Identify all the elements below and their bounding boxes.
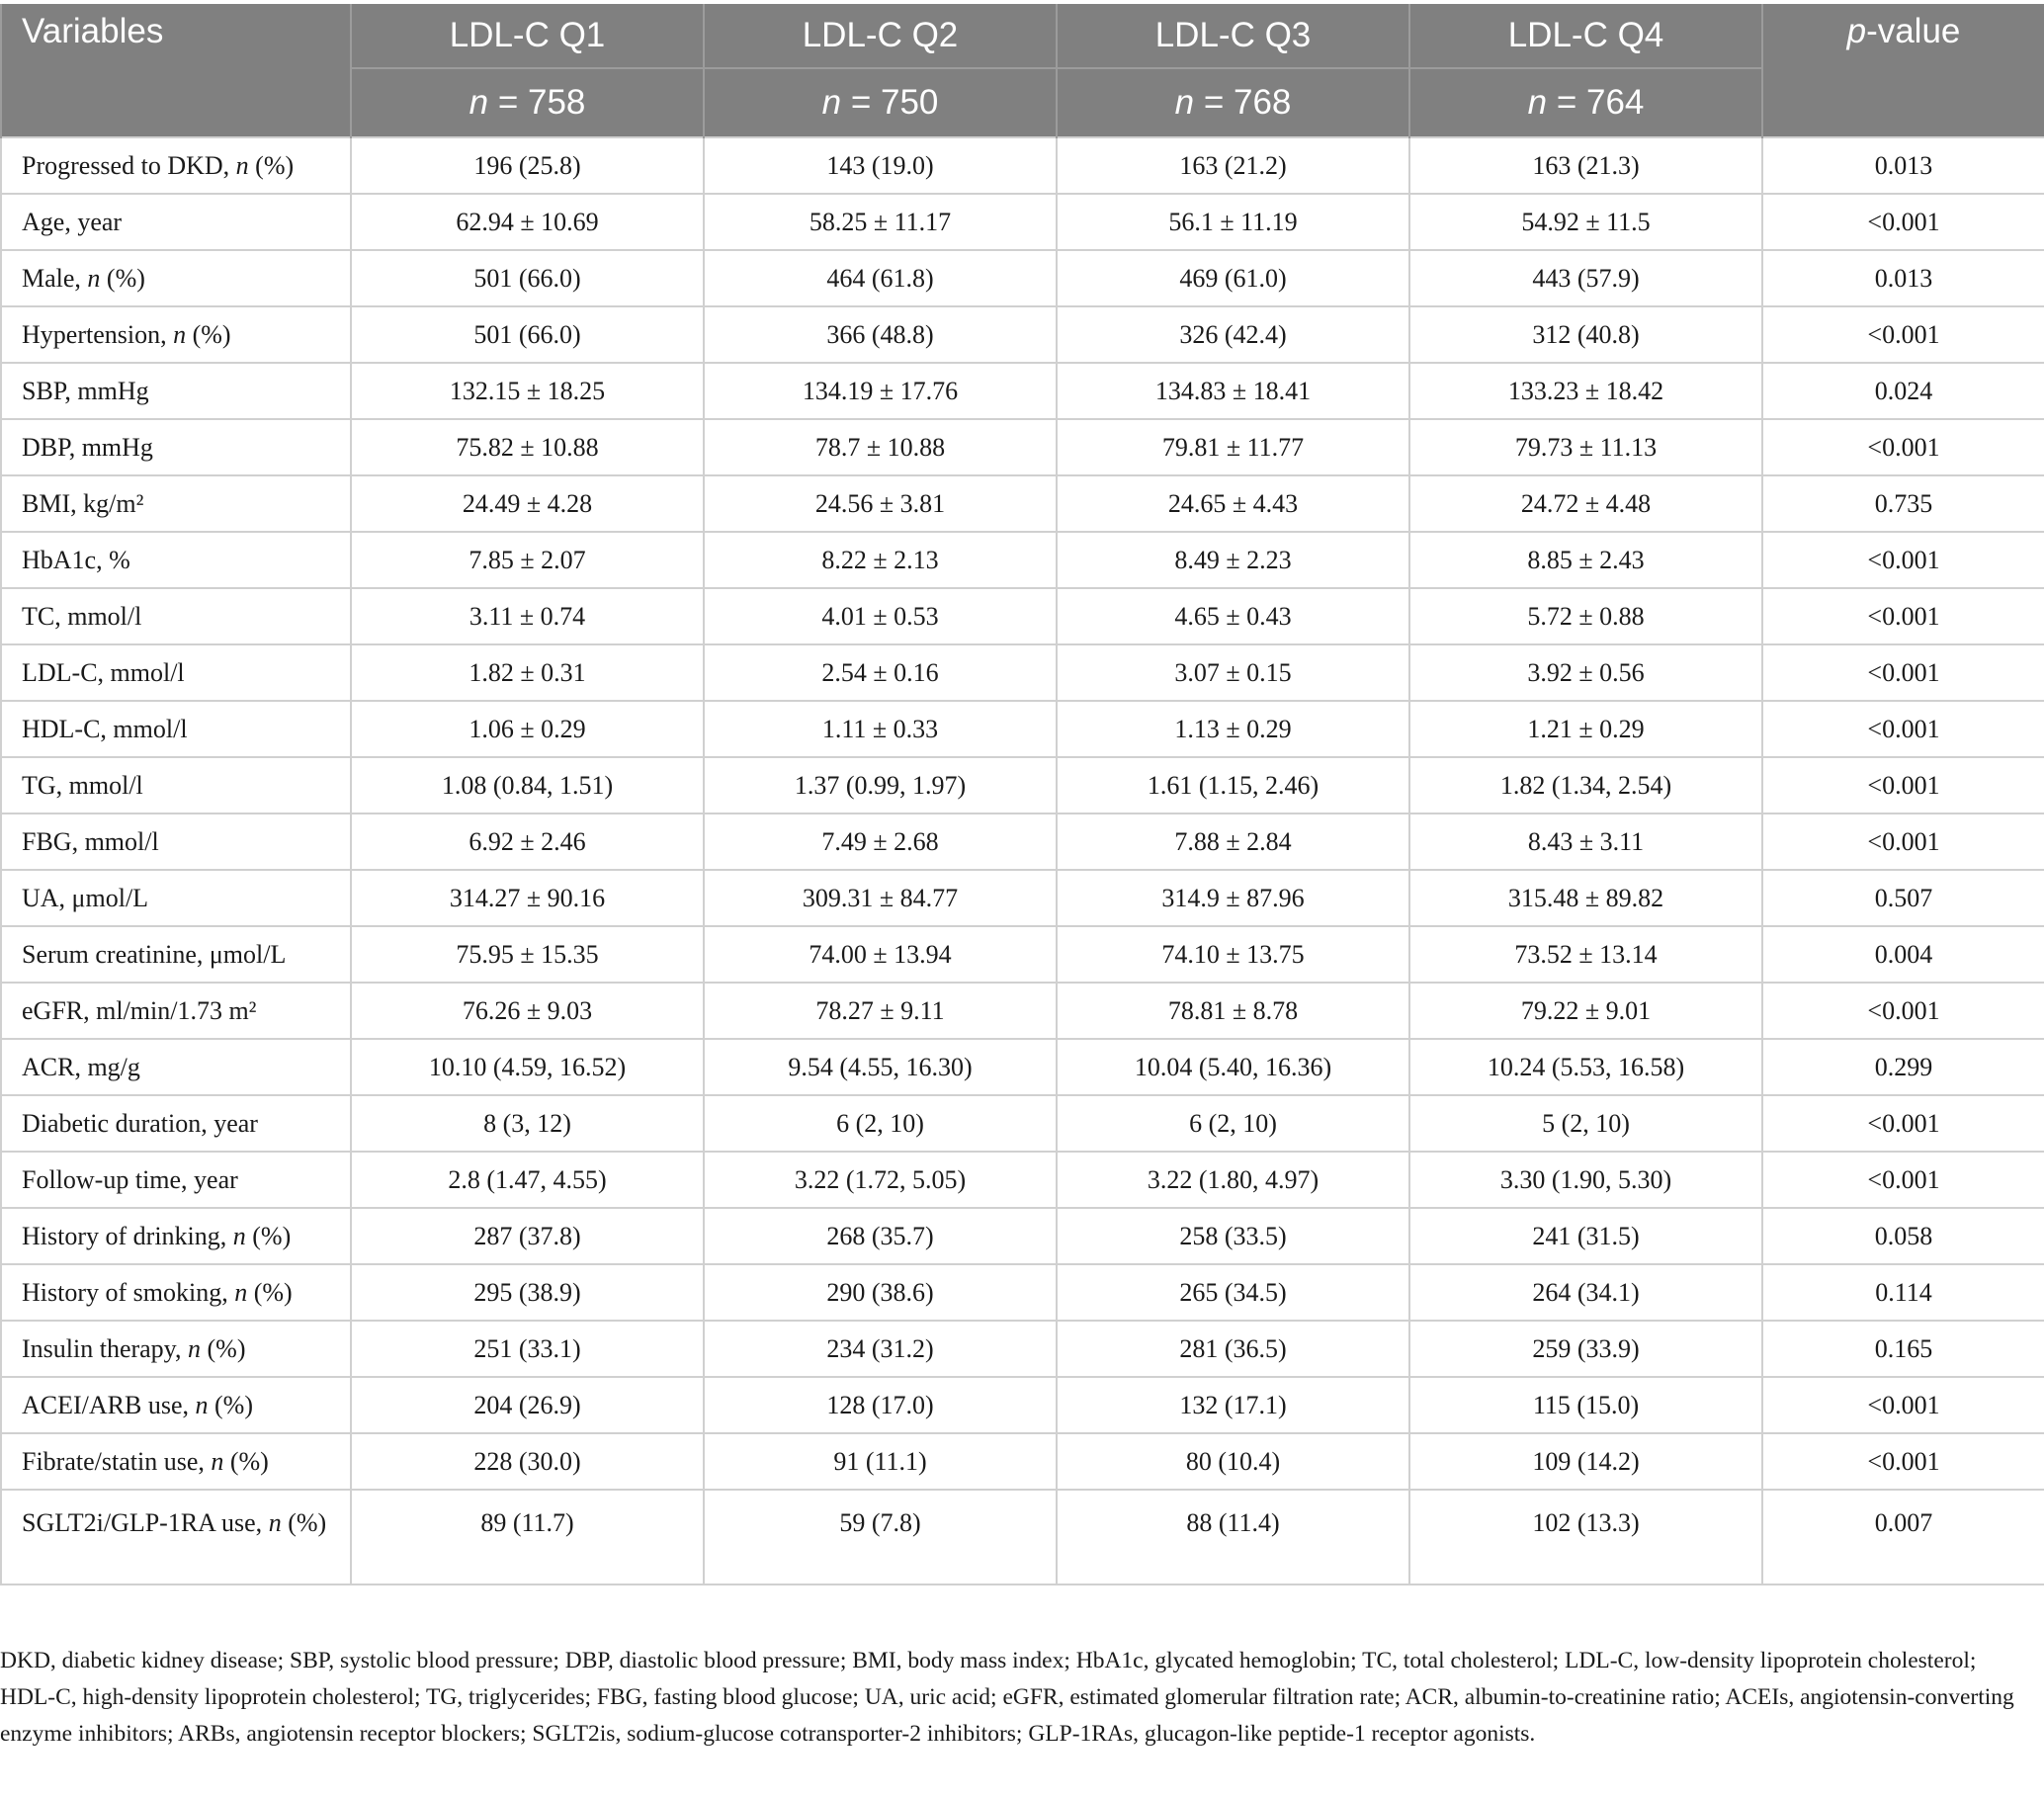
cell-pvalue: <0.001 [1762,701,2044,757]
cell-q1: 501 (66.0) [351,250,704,306]
header-group-q1: LDL-C Q1 [351,4,704,68]
header-n-value: = 750 [850,83,939,122]
table-row [1,1433,2044,1490]
cell-q3: 314.9 ± 87.96 [1057,870,1409,926]
table-row [1,870,2044,926]
cell-q2: 1.37 (0.99, 1.97) [704,757,1057,814]
cell-q4: 3.30 (1.90, 5.30) [1409,1152,1762,1208]
row-label-text: ACEI/ARB use, [22,1390,196,1419]
header-pvalue-p: p [1846,12,1867,50]
row-label [1,588,351,644]
cell-q3: 132 (17.1) [1057,1377,1409,1433]
table-row [1,250,2044,306]
row-label [1,1321,351,1377]
row-label [1,137,351,194]
cell-q3: 4.65 ± 0.43 [1057,588,1409,644]
table-body [1,137,2044,1585]
cell-q1: 314.27 ± 90.16 [351,870,704,926]
cell-pvalue: 0.013 [1762,250,2044,306]
header-n-value: = 764 [1556,83,1645,122]
cell-pvalue: 0.024 [1762,363,2044,419]
row-label-text: History of drinking, [22,1221,233,1250]
table-row [1,194,2044,250]
cell-q1: 295 (38.9) [351,1264,704,1321]
cell-q4: 163 (21.3) [1409,137,1762,194]
cell-q1: 204 (26.9) [351,1377,704,1433]
table-header [1,4,2044,137]
row-label-suffix: (%) [281,1508,327,1537]
row-label [1,250,351,306]
cell-q3: 74.10 ± 13.75 [1057,926,1409,983]
table-row [1,1208,2044,1264]
table-row [1,306,2044,363]
row-label-text: HDL-C, mmol/l [22,714,188,743]
row-label-n-symbol: n [195,1390,209,1419]
table-row [1,532,2044,588]
cell-q2: 3.22 (1.72, 5.05) [704,1152,1057,1208]
header-n-value: = 758 [497,83,586,122]
row-label [1,814,351,870]
row-label-suffix: (%) [245,1221,292,1250]
row-label-text: TC, mmol/l [22,601,142,631]
row-label-n-symbol: n [211,1446,224,1476]
cell-q3: 79.81 ± 11.77 [1057,419,1409,475]
row-label [1,194,351,250]
table-footnote: DKD, diabetic kidney disease; SBP, systolic blood pressure; DBP, diastolic blood pressure; BMI, body mass index; HbA1c, glycated hemoglobin; TC, total cholesterol; LDL-C, low-density lipoprotein cholesterol; HDL-C, high-density lipoprotein cholesterol; TG, triglycerides; FBG, fasting blood glucose; UA, uric acid; eGFR, estimated glomerular filtration rate; ACR, albumin-to-creatinine ratio; ACEIs, angiotensin-converting enzyme inhibitors; ARBs, angiotensin receptor blockers; SGLT2is, sodium-glucose cotransporter-2 inhibitors; GLP-1RAs, glucagon-like peptide-1 receptor agonists. [0,1648,2014,1747]
cell-pvalue: 0.058 [1762,1208,2044,1264]
cell-q1: 89 (11.7) [351,1490,704,1585]
cell-q4: 79.73 ± 11.13 [1409,419,1762,475]
cell-pvalue: <0.001 [1762,814,2044,870]
cell-q2: 143 (19.0) [704,137,1057,194]
cell-pvalue: <0.001 [1762,306,2044,363]
cell-pvalue: <0.001 [1762,644,2044,701]
cell-q2: 4.01 ± 0.53 [704,588,1057,644]
cell-q2: 234 (31.2) [704,1321,1057,1377]
header-n-q2 [704,68,1057,137]
cell-q3: 3.07 ± 0.15 [1057,644,1409,701]
table-row [1,475,2044,532]
row-label-suffix: (%) [248,150,295,180]
cell-q1: 1.82 ± 0.31 [351,644,704,701]
cell-q2: 2.54 ± 0.16 [704,644,1057,701]
cell-q4: 5.72 ± 0.88 [1409,588,1762,644]
cell-q1: 24.49 ± 4.28 [351,475,704,532]
cell-q2: 58.25 ± 11.17 [704,194,1057,250]
cell-q1: 501 (66.0) [351,306,704,363]
cell-q1: 1.08 (0.84, 1.51) [351,757,704,814]
cell-q4: 3.92 ± 0.56 [1409,644,1762,701]
cell-pvalue: 0.007 [1762,1490,2044,1585]
cell-q2: 6 (2, 10) [704,1095,1057,1152]
cell-q2: 9.54 (4.55, 16.30) [704,1039,1057,1095]
header-pvalue [1762,4,2044,137]
cell-pvalue: 0.299 [1762,1039,2044,1095]
table-row [1,588,2044,644]
row-label-text: Follow-up time, year [22,1164,238,1194]
cell-q4: 241 (31.5) [1409,1208,1762,1264]
cell-q2: 268 (35.7) [704,1208,1057,1264]
cell-pvalue: <0.001 [1762,588,2044,644]
cell-pvalue: 0.735 [1762,475,2044,532]
cell-q4: 79.22 ± 9.01 [1409,983,1762,1039]
cell-q2: 59 (7.8) [704,1490,1057,1585]
cell-pvalue: <0.001 [1762,1095,2044,1152]
cell-q3: 3.22 (1.80, 4.97) [1057,1152,1409,1208]
cell-q1: 3.11 ± 0.74 [351,588,704,644]
cell-q3: 6 (2, 10) [1057,1095,1409,1152]
row-label-n-symbol: n [188,1333,201,1363]
cell-q3: 281 (36.5) [1057,1321,1409,1377]
cell-q3: 56.1 ± 11.19 [1057,194,1409,250]
cell-q4: 312 (40.8) [1409,306,1762,363]
table-row [1,419,2044,475]
baseline-characteristics-table [0,4,2044,1585]
cell-q3: 78.81 ± 8.78 [1057,983,1409,1039]
row-label-text: Progressed to DKD, [22,150,236,180]
cell-q1: 75.82 ± 10.88 [351,419,704,475]
row-label [1,1433,351,1490]
row-label-text: FBG, mmol/l [22,826,159,856]
row-label-text: SBP, mmHg [22,376,149,405]
row-label [1,983,351,1039]
table-row [1,137,2044,194]
row-label-text: ACR, mg/g [22,1052,140,1081]
cell-q3: 163 (21.2) [1057,137,1409,194]
row-label [1,475,351,532]
cell-q1: 75.95 ± 15.35 [351,926,704,983]
cell-q3: 10.04 (5.40, 16.36) [1057,1039,1409,1095]
row-label [1,306,351,363]
cell-q4: 259 (33.9) [1409,1321,1762,1377]
cell-q2: 134.19 ± 17.76 [704,363,1057,419]
cell-q1: 8 (3, 12) [351,1095,704,1152]
row-label [1,532,351,588]
row-label-n-symbol: n [173,319,187,349]
cell-q1: 228 (30.0) [351,1433,704,1490]
cell-pvalue: <0.001 [1762,757,2044,814]
header-n-q1 [351,68,704,137]
row-label-n-symbol: n [87,263,101,293]
table-row [1,1152,2044,1208]
cell-q3: 1.13 ± 0.29 [1057,701,1409,757]
row-label-suffix: (%) [247,1277,293,1307]
cell-q2: 366 (48.8) [704,306,1057,363]
cell-q2: 24.56 ± 3.81 [704,475,1057,532]
cell-q2: 74.00 ± 13.94 [704,926,1057,983]
cell-q2: 78.7 ± 10.88 [704,419,1057,475]
row-label [1,1264,351,1321]
cell-pvalue: <0.001 [1762,1152,2044,1208]
row-label-text: HbA1c, % [22,545,130,574]
row-label-suffix: (%) [223,1446,269,1476]
row-label-n-symbol: n [232,1221,246,1250]
row-label-text: Diabetic duration, year [22,1108,258,1138]
cell-q1: 62.94 ± 10.69 [351,194,704,250]
row-label-text: LDL-C, mmol/l [22,657,185,687]
header-row-groups [1,4,2044,68]
cell-q3: 24.65 ± 4.43 [1057,475,1409,532]
cell-q4: 315.48 ± 89.82 [1409,870,1762,926]
row-label [1,701,351,757]
row-label-text: TG, mmol/l [22,770,143,800]
row-label-suffix: (%) [208,1390,253,1419]
table-row [1,983,2044,1039]
cell-q2: 7.49 ± 2.68 [704,814,1057,870]
row-label [1,757,351,814]
table-row [1,644,2044,701]
table-row [1,1264,2044,1321]
cell-q3: 265 (34.5) [1057,1264,1409,1321]
cell-q1: 76.26 ± 9.03 [351,983,704,1039]
cell-q1: 2.8 (1.47, 4.55) [351,1152,704,1208]
header-n-symbol: n [821,83,842,122]
cell-q3: 8.49 ± 2.23 [1057,532,1409,588]
cell-q3: 134.83 ± 18.41 [1057,363,1409,419]
cell-pvalue: <0.001 [1762,983,2044,1039]
header-pvalue-rest: -value [1866,12,1961,50]
row-label-suffix: (%) [201,1333,246,1363]
cell-q1: 1.06 ± 0.29 [351,701,704,757]
cell-pvalue: <0.001 [1762,419,2044,475]
cell-q1: 132.15 ± 18.25 [351,363,704,419]
cell-q3: 258 (33.5) [1057,1208,1409,1264]
cell-q3: 1.61 (1.15, 2.46) [1057,757,1409,814]
row-label-text: Insulin therapy, [22,1333,188,1363]
row-label [1,1208,351,1264]
cell-q4: 8.43 ± 3.11 [1409,814,1762,870]
cell-pvalue: 0.507 [1762,870,2044,926]
cell-q1: 251 (33.1) [351,1321,704,1377]
table-row [1,1490,2044,1585]
row-label-text: Male, [22,263,88,293]
cell-q4: 264 (34.1) [1409,1264,1762,1321]
table-row [1,1321,2044,1377]
header-n-symbol: n [468,83,489,122]
row-label-text: DBP, mmHg [22,432,153,462]
row-label [1,1152,351,1208]
header-n-q3 [1057,68,1409,137]
row-label-n-symbol: n [234,1277,248,1307]
cell-pvalue: 0.013 [1762,137,2044,194]
table-row [1,814,2044,870]
row-label [1,926,351,983]
cell-q4: 1.21 ± 0.29 [1409,701,1762,757]
cell-q2: 290 (38.6) [704,1264,1057,1321]
cell-q4: 109 (14.2) [1409,1433,1762,1490]
cell-q3: 7.88 ± 2.84 [1057,814,1409,870]
cell-q1: 7.85 ± 2.07 [351,532,704,588]
header-n-value: = 768 [1203,83,1292,122]
row-label-text: UA, μmol/L [22,883,149,912]
cell-q2: 91 (11.1) [704,1433,1057,1490]
cell-q3: 469 (61.0) [1057,250,1409,306]
table-row [1,1377,2044,1433]
cell-q4: 73.52 ± 13.14 [1409,926,1762,983]
table-row [1,926,2044,983]
cell-q4: 8.85 ± 2.43 [1409,532,1762,588]
row-label-text: eGFR, ml/min/1.73 m² [22,995,257,1025]
cell-pvalue: <0.001 [1762,194,2044,250]
cell-pvalue: <0.001 [1762,1377,2044,1433]
row-label-suffix: (%) [186,319,231,349]
row-label-text: Serum creatinine, μmol/L [22,939,287,969]
cell-q4: 102 (13.3) [1409,1490,1762,1585]
cell-q2: 128 (17.0) [704,1377,1057,1433]
cell-q4: 24.72 ± 4.48 [1409,475,1762,532]
table-row [1,1095,2044,1152]
row-label [1,1377,351,1433]
baseline-characteristics-table-container [0,4,2044,1585]
cell-q1: 6.92 ± 2.46 [351,814,704,870]
cell-q1: 196 (25.8) [351,137,704,194]
row-label-n-symbol: n [235,150,249,180]
cell-q2: 78.27 ± 9.11 [704,983,1057,1039]
header-n-q4 [1409,68,1762,137]
row-label [1,363,351,419]
row-label [1,419,351,475]
cell-q4: 10.24 (5.53, 16.58) [1409,1039,1762,1095]
cell-q1: 10.10 (4.59, 16.52) [351,1039,704,1095]
row-label [1,644,351,701]
table-row [1,1039,2044,1095]
cell-pvalue: 0.004 [1762,926,2044,983]
header-variables: Variables [1,4,351,137]
cell-pvalue: <0.001 [1762,1433,2044,1490]
row-label [1,870,351,926]
table-row [1,363,2044,419]
header-n-symbol: n [1174,83,1195,122]
row-label [1,1095,351,1152]
row-label-text: SGLT2i/GLP-1RA use, [22,1508,269,1537]
table-row [1,757,2044,814]
cell-q2: 8.22 ± 2.13 [704,532,1057,588]
cell-q4: 115 (15.0) [1409,1377,1762,1433]
table-row [1,701,2044,757]
row-label [1,1039,351,1095]
row-label-suffix: (%) [100,263,145,293]
row-label-n-symbol: n [268,1508,282,1537]
cell-q1: 287 (37.8) [351,1208,704,1264]
row-label [1,1490,351,1585]
cell-q3: 88 (11.4) [1057,1490,1409,1585]
cell-pvalue: <0.001 [1762,532,2044,588]
cell-q4: 54.92 ± 11.5 [1409,194,1762,250]
row-label-text: Age, year [22,207,123,236]
cell-q2: 309.31 ± 84.77 [704,870,1057,926]
row-label-text: Fibrate/statin use, [22,1446,212,1476]
cell-q2: 464 (61.8) [704,250,1057,306]
cell-pvalue: 0.114 [1762,1264,2044,1321]
cell-q4: 443 (57.9) [1409,250,1762,306]
cell-pvalue: 0.165 [1762,1321,2044,1377]
cell-q4: 5 (2, 10) [1409,1095,1762,1152]
row-label-text: BMI, kg/m² [22,488,144,518]
header-n-symbol: n [1527,83,1548,122]
cell-q3: 326 (42.4) [1057,306,1409,363]
cell-q2: 1.11 ± 0.33 [704,701,1057,757]
row-label-text: Hypertension, [22,319,174,349]
cell-q4: 133.23 ± 18.42 [1409,363,1762,419]
header-group-q2: LDL-C Q2 [704,4,1057,68]
header-group-q3: LDL-C Q3 [1057,4,1409,68]
cell-q4: 1.82 (1.34, 2.54) [1409,757,1762,814]
row-label-text: History of smoking, [22,1277,235,1307]
cell-q3: 80 (10.4) [1057,1433,1409,1490]
header-group-q4: LDL-C Q4 [1409,4,1762,68]
